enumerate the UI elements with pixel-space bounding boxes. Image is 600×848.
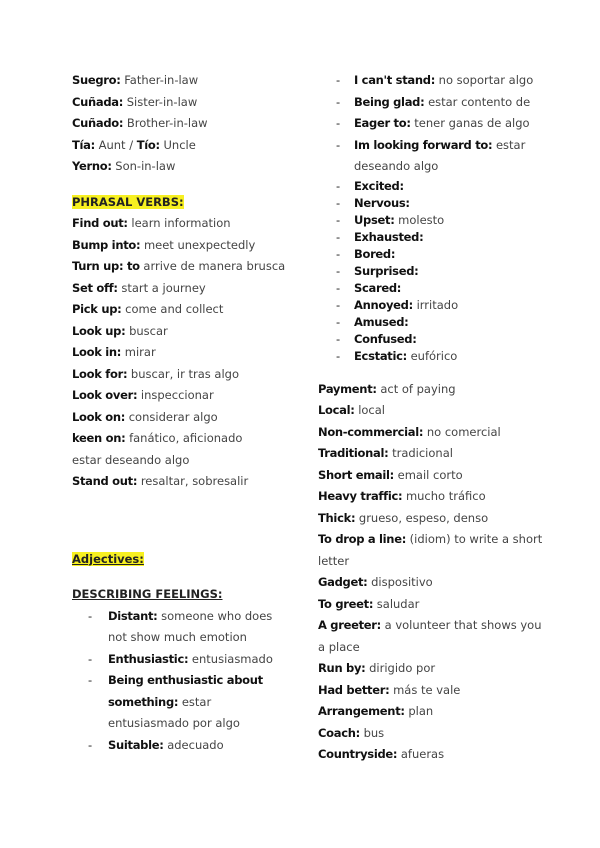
list-item: - Im looking forward to: estar deseando algo [336,137,526,173]
list-item: Cuñado: Brother-in-law [72,116,208,130]
list-item: - Suitable: adecuado [88,737,224,752]
list-item: Heavy traffic: mucho tráfico [318,489,486,503]
list-item: Pick up: come and collect [72,302,224,316]
list-item: - I can't stand: no soportar algo [336,73,534,87]
list-item: Thick: grueso, espeso, denso [318,510,489,525]
right-column [318,70,558,766]
list-item: To greet: saludar [318,596,420,611]
list-item: Local: local [318,403,385,417]
left-column [72,70,312,756]
list-item: - Distant: someone who does not show much emotion [88,608,273,644]
list-item: - Surprised: [336,263,419,278]
list-item: - Excited: [336,178,404,193]
list-item: Non-commercial: no comercial [318,424,501,439]
adjectives-heading: Adjectives: [72,551,144,566]
list-item: Run by: dirigido por [318,661,436,675]
list-item: Suegro: Father-in-law [72,73,199,87]
family-list [72,70,312,178]
list-item: Look on: considerar algo [72,409,218,424]
list-item: Cuñada: Sister-in-law [72,94,198,109]
list-item: - Eager to: tener ganas de algo [336,116,530,130]
list-item: To drop a line: (idiom) to write a short letter [318,532,543,568]
list-item: Look for: buscar, ir tras algo [72,366,239,381]
list-item: Turn up: to arrive de manera brusca [72,259,286,273]
list-item: - Nervous: [336,195,410,210]
feelings-left-list [72,606,312,757]
list-item: Had better: más te vale [318,682,461,697]
list-item: - Being enthusiastic about something: estar entusiasmado por algo [88,673,263,730]
list-item: Traditional: tradicional [318,446,453,460]
phrasal-verbs-list [72,213,312,493]
list-item: Short email: email corto [318,467,463,482]
list-item: - Confused: [336,331,417,346]
list-item: Look up: buscar [72,323,168,338]
list-item: Countryside: afueras [318,747,445,761]
list-item: - Exhausted: [336,229,424,244]
list-item: - Annoyed: irritado [336,297,459,312]
list-item: Bump into: meet unexpectedly [72,237,256,252]
list-item: Arrangement: plan [318,704,434,718]
list-item: Find out: learn information [72,216,231,230]
vocab-list [318,379,558,766]
list-item: Stand out: resaltar, sobresalir [72,474,249,488]
list-item: - Scared: [336,280,402,295]
list-item: Coach: bus [318,725,385,740]
list-item: keen on: fanático, aficionado [72,431,243,445]
list-item: - Enthusiastic: entusiasmado [88,651,273,666]
feelings-right-list [318,70,558,365]
phrasal-verbs-heading: PHRASAL VERBS: [72,194,184,209]
list-item: A greeter: a volunteer that shows you a place [318,618,542,654]
list-item: - Bored: [336,246,396,261]
list-item: - Upset: molesto [336,212,445,227]
list-item: Set off: start a journey [72,280,206,295]
list-item: Yerno: Son-in-law [72,159,176,173]
list-item: estar deseando algo [72,452,190,467]
list-item: Look in: mirar [72,345,156,359]
list-item: Payment: act of paying [318,381,456,396]
list-item: - Being glad: estar contento de [336,94,531,109]
list-item: - Ecstatic: eufórico [336,348,458,363]
describing-feelings-heading: DESCRIBING FEELINGS: [72,587,223,601]
list-item: Tía: Aunt / Tío: Uncle [72,137,196,152]
list-item: - Amused: [336,314,409,329]
list-item: Gadget: dispositivo [318,575,433,589]
list-item: Look over: inspeccionar [72,388,214,402]
